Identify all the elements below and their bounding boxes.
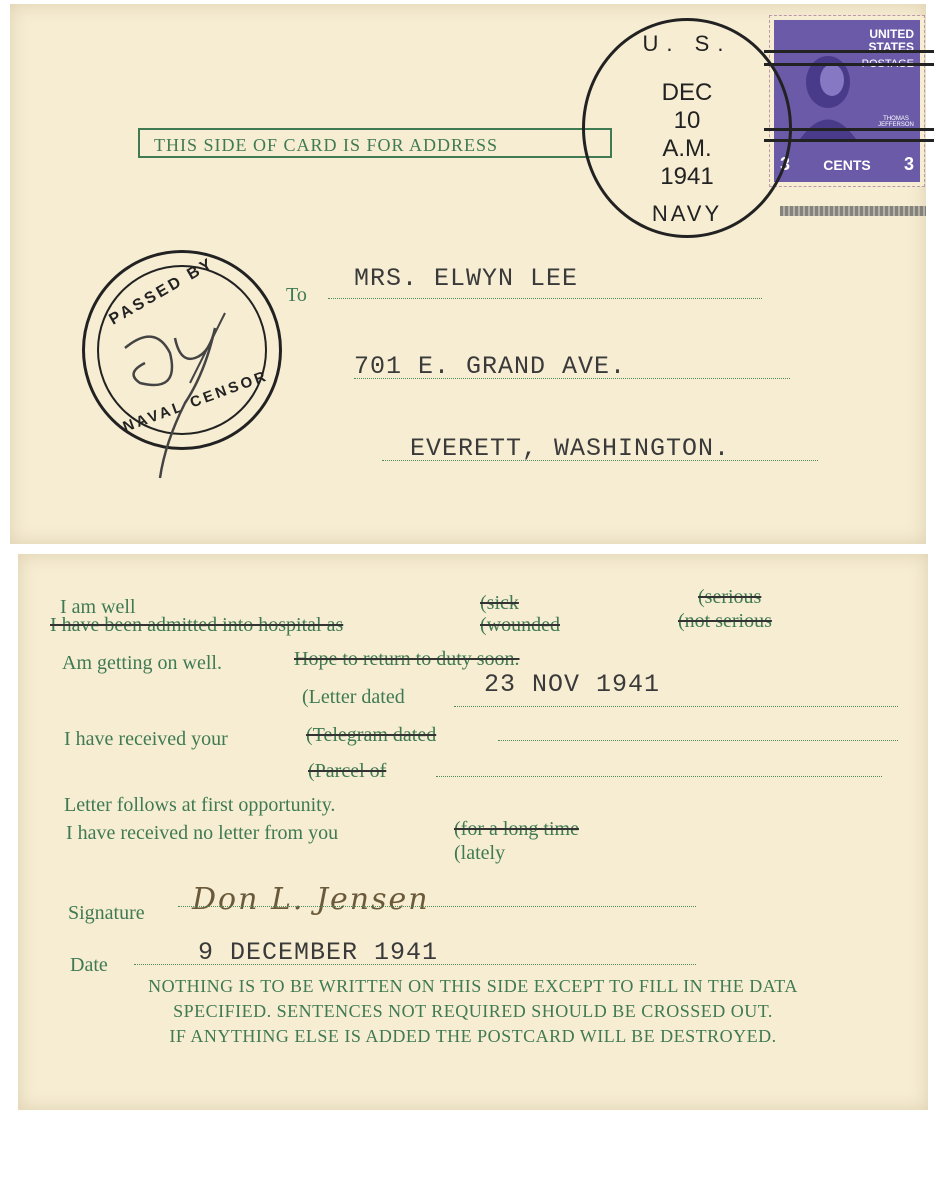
parcel-of: (Parcel of [308, 760, 387, 782]
telegram-dated: (Telegram dated [306, 724, 437, 746]
signature-line [178, 906, 696, 907]
to-label: To [286, 284, 307, 306]
long-time: (for a long time [454, 818, 579, 840]
lately: (lately [454, 842, 506, 864]
to-line [328, 298, 762, 299]
postmark-navy: NAVY [651, 201, 723, 226]
censor-top-text: PASSED BY [106, 254, 218, 329]
censor-initials-signature [85, 253, 285, 493]
city-line [382, 460, 818, 461]
recipient-street: 701 E. GRAND AVE. [354, 352, 627, 381]
postmark-us: U. S. [642, 31, 732, 56]
i-am-well: I am well [60, 596, 136, 618]
signature-label: Signature [68, 902, 145, 924]
cancellation-bar-lower [780, 206, 926, 216]
censor-bottom-text: NAVAL CENSOR [120, 367, 271, 436]
notice-line-3: IF ANYTHING ELSE IS ADDED THE POSTCARD WILL BE DESTROYED. [169, 1026, 777, 1046]
signature-value: Don L. Jensen [192, 882, 430, 917]
notice-text [48, 974, 898, 1049]
received-your: I have received your [64, 728, 228, 750]
cancellation-bars [764, 50, 934, 66]
admitted-hospital: I have been admitted into hospital as [50, 614, 344, 636]
getting-on-well: Am getting on well. [62, 652, 222, 674]
address-side-header: THIS SIDE OF CARD IS FOR ADDRESS [138, 128, 612, 158]
stamp-caption: THOMAS JEFFERSON [878, 116, 914, 128]
serious-option: (serious [698, 586, 762, 608]
stamp-value-text: CENTS [823, 157, 871, 173]
naval-censor-stamp [82, 250, 282, 450]
date-value: 9 DECEMBER 1941 [198, 938, 439, 967]
postcard-back [18, 554, 928, 1110]
street-line [354, 378, 790, 379]
parcel-line [436, 776, 882, 777]
letter-dated-label: (Letter dated [302, 686, 405, 708]
postmark-month: DEC [661, 79, 713, 106]
notice-line-2: SPECIFIED. SENTENCES NOT REQUIRED SHOULD BE CROSSED OUT. [173, 1001, 773, 1021]
postmark-day: 10 [673, 107, 701, 134]
recipient-city: EVERETT, WASHINGTON. [410, 434, 731, 463]
hope-return-duty: Hope to return to duty soon. [294, 648, 520, 670]
letter-follows: Letter follows at first opportunity. [64, 794, 336, 816]
sick-option: (sick [480, 592, 519, 614]
stamp-service: POSTAGE [861, 58, 914, 70]
not-serious-option: (not serious [678, 610, 772, 632]
date-label: Date [70, 954, 108, 976]
postmark-year: 1941 [660, 163, 714, 190]
postcard-front [10, 4, 926, 544]
stamp-value-left: 3 [780, 154, 791, 174]
stamp-country: UNITED STATES [868, 27, 914, 54]
letter-dated-line [454, 706, 898, 707]
stamp-value-right: 3 [903, 154, 914, 174]
wounded-option: (wounded [480, 614, 560, 636]
postage-stamp [770, 16, 924, 186]
letter-dated-value: 23 NOV 1941 [484, 670, 661, 699]
telegram-line [498, 740, 898, 741]
navy-postmark [582, 18, 792, 238]
postmark-ampm: A.M. [662, 135, 712, 162]
date-line [134, 964, 696, 965]
no-letter: I have received no letter from you [66, 822, 339, 844]
recipient-name: MRS. ELWYN LEE [354, 264, 579, 293]
notice-line-1: NOTHING IS TO BE WRITTEN ON THIS SIDE EXCEPT TO FILL IN THE DATA [148, 976, 798, 996]
